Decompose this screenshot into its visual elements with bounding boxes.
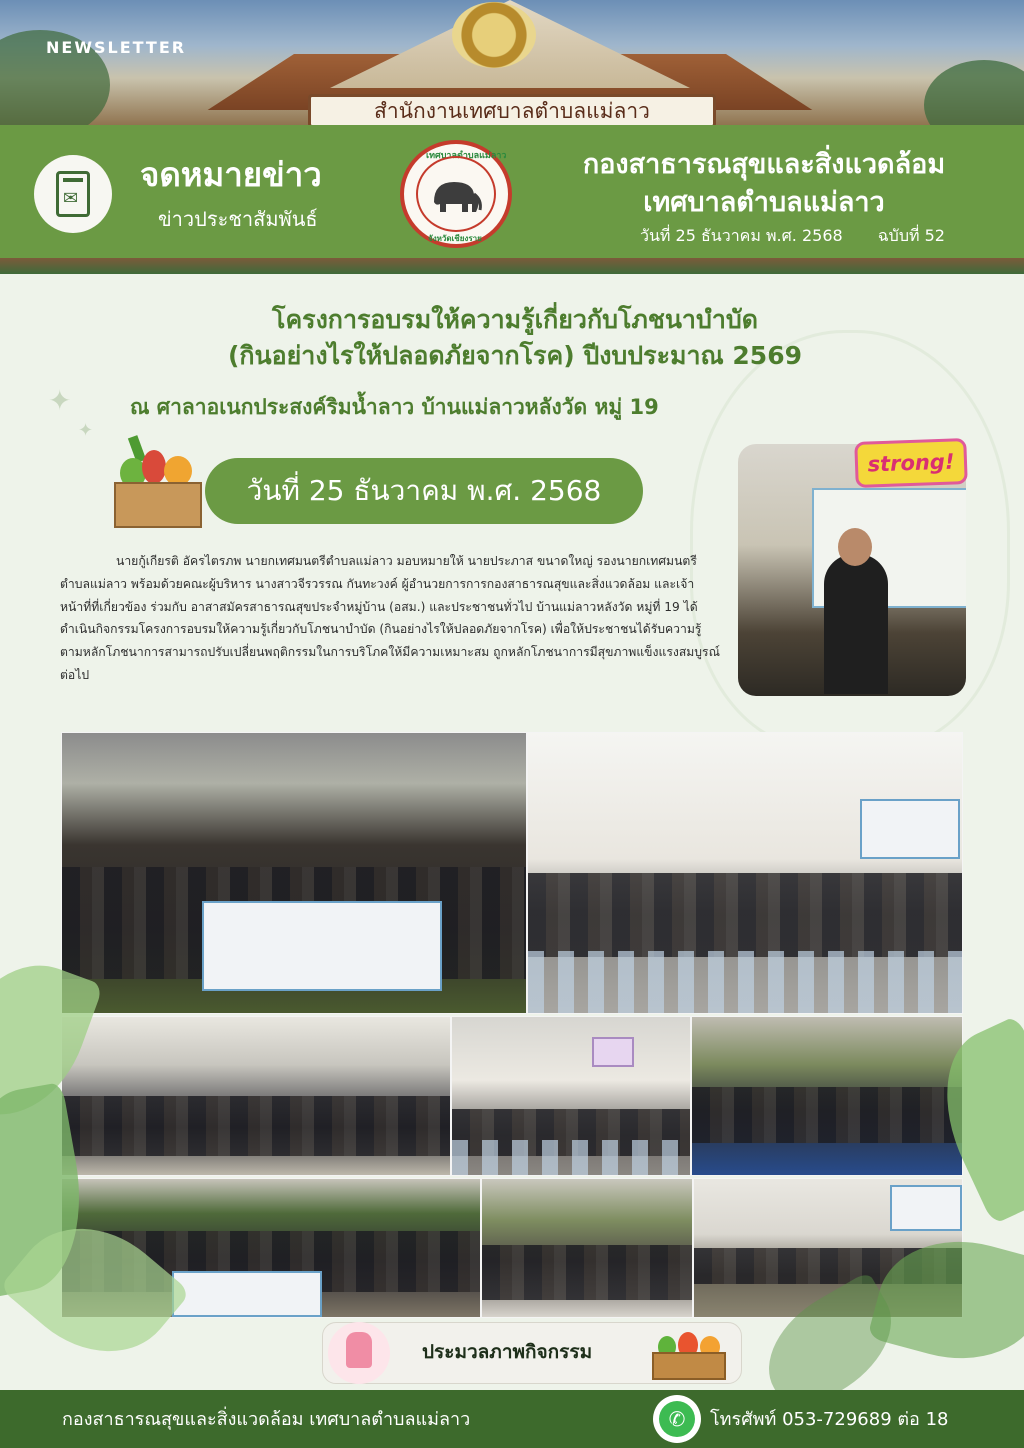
article-title-line-1: โครงการอบรมให้ความรู้เกี่ยวกับโภชนาบำบัด xyxy=(272,305,758,334)
department-name xyxy=(519,146,1009,222)
blood-pressure-photo xyxy=(481,1178,693,1318)
health-check-photo xyxy=(691,1016,963,1176)
elephant-icon xyxy=(428,172,484,216)
article-venue: ณ ศาลาอเนกประสงค์ริมน้ำลาว บ้านแม่ลาวหลังวัด หมู่ 19 xyxy=(130,395,659,419)
article-title xyxy=(60,302,970,374)
event-date-pill: วันที่ 25 ธันวาคม พ.ศ. 2568 xyxy=(205,458,643,524)
issue-date: วันที่ 25 ธันวาคม พ.ศ. 2568 xyxy=(640,226,843,245)
sparkle-icon: ✦ xyxy=(78,420,94,441)
issue-number: ฉบับที่ 52 xyxy=(877,226,945,245)
album-label: ประมวลภาพกิจกรรม xyxy=(422,1341,593,1363)
footer-organization: กองสาธารณสุขและสิ่งแวดล้อม เทศบาลตำบลแม่ลาว xyxy=(62,1409,471,1430)
article-title-line-2: (กินอย่างไรให้ปลอดภัยจากโรค) ปีงบประมาณ 2569 xyxy=(227,341,802,370)
strong-sticker: strong! xyxy=(854,438,968,488)
footer-phone: โทรศัพท์ 053-729689 ต่อ 18 xyxy=(710,1409,949,1430)
municipality-seal-logo: เทศบาลตำบลแม่ลาว จังหวัดเชียงราย xyxy=(400,140,512,248)
department-line-1: กองสาธารณสุขและสิ่งแวดล้อม xyxy=(582,149,946,180)
group-photo-1 xyxy=(61,732,527,1014)
newsletter-title: จดหมายข่าว xyxy=(140,155,322,194)
vegetable-crate-icon xyxy=(650,1330,730,1380)
department-line-2: เทศบาลตำบลแม่ลาว xyxy=(643,187,885,218)
presentation-photo xyxy=(451,1016,691,1176)
mailbox-icon xyxy=(34,155,112,233)
phone-icon: ✆ xyxy=(653,1395,701,1443)
strong-woman-icon xyxy=(328,1322,390,1384)
issue-info xyxy=(640,224,975,249)
newsletter-subtitle: ข่าวประชาสัมพันธ์ xyxy=(158,207,318,231)
header-photo-bottom xyxy=(0,258,1024,274)
seated-audience-photo xyxy=(61,1016,451,1176)
building-sign: สำนักงานเทศบาลตำบลแม่ลาว xyxy=(308,94,716,128)
newsletter-label: NEWSLETTER xyxy=(46,38,187,57)
gold-emblem xyxy=(452,2,536,68)
header-photo xyxy=(0,0,1024,130)
article-body: นายกู้เกียรติ อัครไตรภพ นายกเทศมนตรีตำบลแม่ลาว มอบหมายให้ นายประภาส ขนาดใหญ่ รองนายกเทศมนตรีตำบลแม่ลาว พร้อมด้วยคณะผู้บริหาร นางสาวจีรวรรณ กันทะวงค์ ผู้อำนวยการการกองสาธารณสุขและสิ่งแวดล้อม และเจ้าหน้าที่ที่เกี่ยวข้อง ร่วมกับ อาสาสมัครสาธารณสุขประจำหมู่บ้าน (อสม.) และประชาชนทั่วไป บ้านแม่ลาวหลังวัด หมู่ที่ 19 ได้ดำเนินกิจกรรมโครงการอบรมให้ความรู้เกี่ยวกับโภชนาบำบัด (กินอย่างไรให้ปลอดภัยจากโรค) เพื่อให้ประชาชนได้รับความรู้ ตามหลักโภชนาการสามารถปรับเปลี่ยนพฤติกรรมในการบริโภคให้มีความเหมาะสม ถูกหลักโภชนาการมีสุขภาพแข็งแรงสมบูรณ์ต่อไป xyxy=(60,554,720,682)
vegetable-basket-icon xyxy=(104,430,200,530)
training-room-photo xyxy=(527,732,963,1014)
sparkle-icon: ✦ xyxy=(48,384,72,417)
